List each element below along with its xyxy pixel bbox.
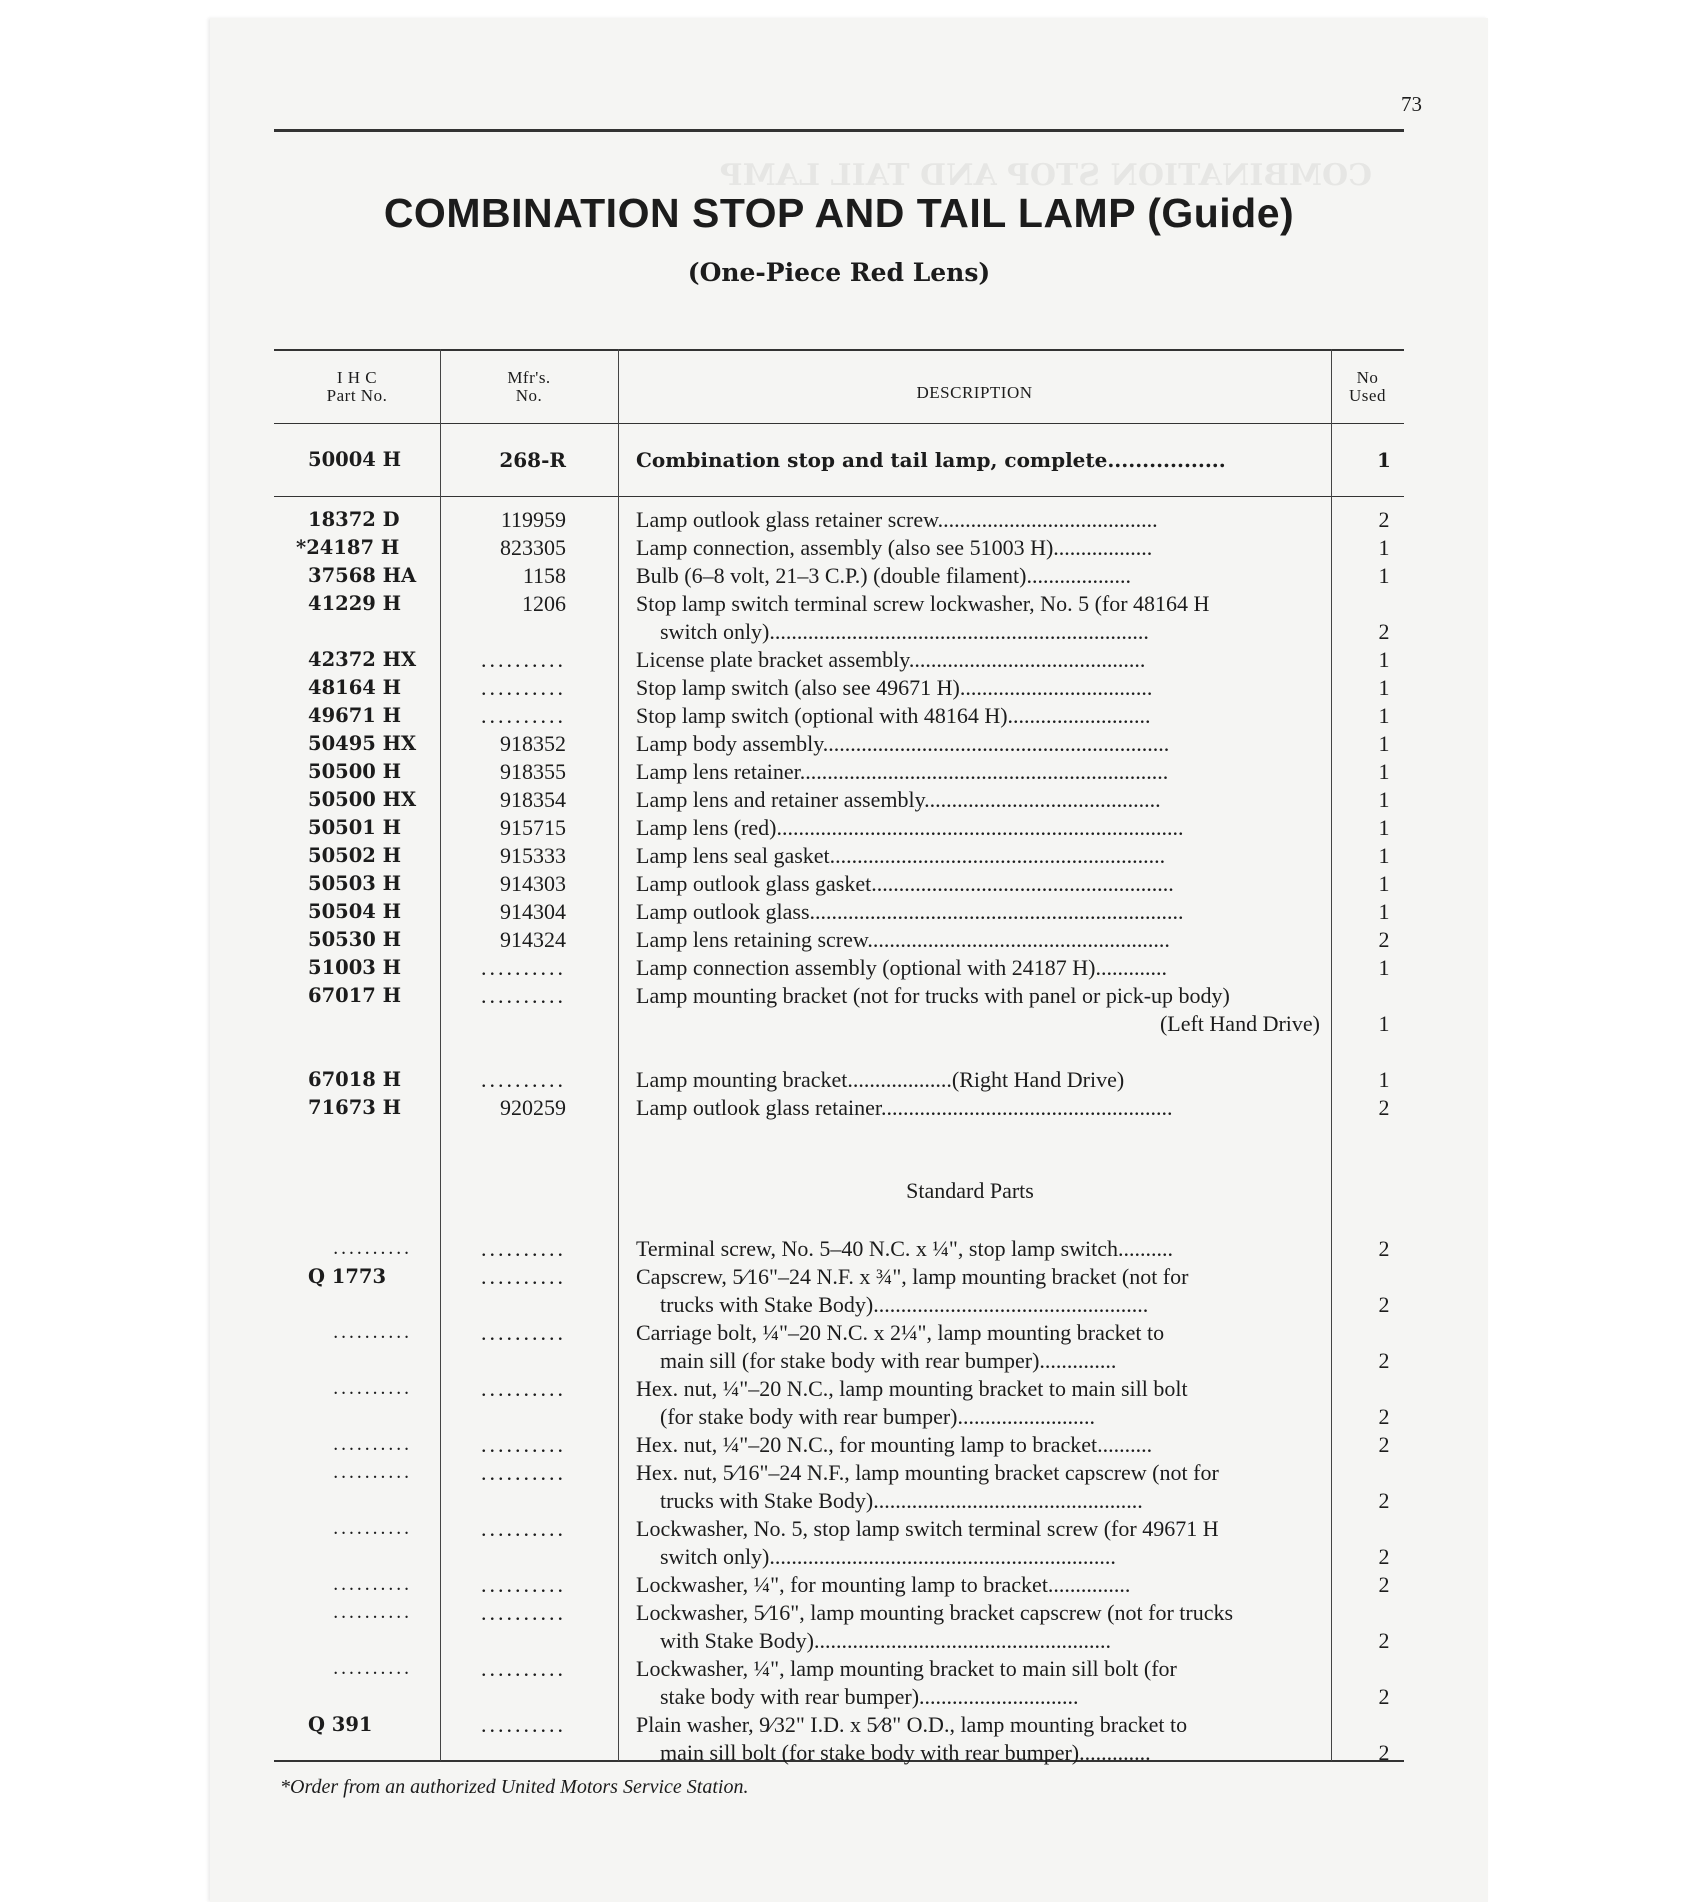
- part-number: 18372 D: [308, 508, 400, 531]
- part-number: 71673 H: [308, 1096, 402, 1119]
- column-divider-2: [618, 349, 619, 1761]
- part-number: 50530 H: [308, 928, 402, 951]
- header-ihc-line1: I H C: [336, 368, 378, 387]
- mfr-number: ..........: [481, 983, 566, 1008]
- quantity: 2: [1378, 1572, 1390, 1597]
- quantity: 1: [1378, 563, 1390, 588]
- part-number: ..........: [333, 1574, 412, 1595]
- description-continuation: (for stake body with rear bumper).........................: [660, 1404, 1096, 1429]
- part-number: 37568 HA: [308, 564, 417, 587]
- description: Lamp outlook glass....................................................................: [636, 899, 1184, 924]
- part-number: ..........: [333, 1238, 412, 1259]
- description: Plain washer, 9⁄32" I.D. x 5⁄8" O.D., lamp mounting bracket to: [636, 1712, 1188, 1737]
- part-number: 50504 H: [308, 900, 402, 923]
- column-divider-3: [1331, 349, 1332, 1761]
- quantity: 2: [1378, 619, 1390, 644]
- quantity: 1: [1378, 731, 1390, 756]
- column-divider-1: [440, 349, 441, 1761]
- mfr-number: ..........: [481, 1460, 566, 1485]
- description: Lamp connection assembly (optional with 24187 H).............: [636, 955, 1167, 980]
- description: Combination stop and tail lamp, complete.................: [636, 448, 1226, 472]
- quantity: 1: [1378, 787, 1390, 812]
- header-description-label: DESCRIPTION: [916, 383, 1033, 402]
- standard-parts-title: Standard Parts: [906, 1178, 1034, 1203]
- table-top-rule: [274, 349, 1404, 351]
- header-no-used: [1331, 369, 1404, 405]
- mfr-number: ..........: [481, 1320, 566, 1345]
- description: Lamp lens and retainer assembly...........................................: [636, 787, 1161, 812]
- part-number: ..........: [333, 1658, 412, 1679]
- description-continuation: main sill bolt (for stake body with rear bumper).............: [660, 1740, 1151, 1765]
- description: Lamp connection, assembly (also see 51003 H)..................: [636, 535, 1153, 560]
- description: Lamp body assembly...............................................................: [636, 731, 1170, 756]
- header-mfr-no: [440, 369, 618, 405]
- description-continuation: switch only).....................................................................: [660, 619, 1149, 644]
- parts-table: [274, 349, 1404, 1765]
- part-number: ..........: [333, 1462, 412, 1483]
- mfr-number: 918354: [500, 787, 566, 812]
- quantity: 1: [1378, 759, 1390, 784]
- header-description: [618, 384, 1331, 402]
- part-number: ..........: [333, 1322, 412, 1343]
- description: Hex. nut, 5⁄16"–24 N.F., lamp mounting bracket capscrew (not for: [636, 1460, 1219, 1485]
- quantity: 2: [1378, 1740, 1390, 1765]
- header-bottom-rule: [274, 423, 1404, 424]
- mfr-number: 914304: [500, 899, 566, 924]
- description: Stop lamp switch (optional with 48164 H)..........................: [636, 703, 1151, 728]
- mfr-number: ..........: [481, 1236, 566, 1261]
- description: Lamp lens (red)..........................................................................: [636, 815, 1184, 840]
- mfr-number: ..........: [481, 1264, 566, 1289]
- quantity: 1: [1378, 703, 1390, 728]
- quantity: 2: [1378, 1236, 1390, 1261]
- mfr-number: ..........: [481, 675, 566, 700]
- part-number: 50004 H: [308, 448, 402, 471]
- part-number: 49671 H: [308, 704, 402, 727]
- mfr-number: 918352: [500, 731, 566, 756]
- part-number: 42372 HX: [308, 648, 417, 671]
- quantity: 1: [1378, 955, 1390, 980]
- quantity: 1: [1378, 871, 1390, 896]
- mfr-number: ..........: [481, 647, 566, 672]
- part-number: 50495 HX: [308, 732, 417, 755]
- mfr-number: ..........: [481, 1432, 566, 1457]
- quantity: 1: [1378, 843, 1390, 868]
- quantity: 2: [1378, 1348, 1390, 1373]
- quantity: 2: [1378, 1628, 1390, 1653]
- description: License plate bracket assembly...........................................: [636, 647, 1146, 672]
- part-number: 48164 H: [308, 676, 402, 699]
- mfr-number: 915333: [500, 843, 566, 868]
- part-number: Q 1773: [308, 1265, 387, 1288]
- header-mfr-line1: Mfr's.: [507, 368, 551, 387]
- description-continuation: trucks with Stake Body).................................................: [660, 1488, 1143, 1513]
- mfr-number: 918355: [500, 759, 566, 784]
- quantity: 1: [1378, 535, 1390, 560]
- quantity: 2: [1378, 1544, 1390, 1569]
- part-number: Q 391: [308, 1713, 373, 1736]
- description-continuation: stake body with rear bumper).............................: [660, 1684, 1079, 1709]
- mfr-number: 914303: [500, 871, 566, 896]
- main-row-rule: [274, 496, 1404, 497]
- quantity: 1: [1378, 1067, 1390, 1092]
- mfr-number: ..........: [481, 1572, 566, 1597]
- header-mfr-line2: No.: [515, 386, 543, 405]
- quantity: 1: [1378, 647, 1390, 672]
- description-continuation: switch only)...............................................................: [660, 1544, 1116, 1569]
- quantity: 1: [1377, 448, 1391, 472]
- quantity: 1: [1378, 1011, 1390, 1036]
- description: Stop lamp switch terminal screw lockwasher, No. 5 (for 48164 H: [636, 591, 1210, 616]
- description: Lamp lens seal gasket.............................................................: [636, 843, 1166, 868]
- description: Lamp lens retaining screw.......................................................: [636, 927, 1170, 952]
- part-number: 50500 HX: [308, 788, 417, 811]
- mfr-number: ..........: [481, 1600, 566, 1625]
- part-number: 67018 H: [308, 1068, 402, 1091]
- description-continuation: (Left Hand Drive): [1159, 1011, 1320, 1036]
- footnote: *Order from an authorized United Motors Service Station.: [280, 1776, 749, 1798]
- description: Terminal screw, No. 5–40 N.C. x ¼", stop lamp switch..........: [636, 1236, 1174, 1261]
- quantity: 1: [1378, 899, 1390, 924]
- mfr-number: 119959: [500, 507, 566, 532]
- description: Lamp lens retainer...................................................................: [636, 759, 1169, 784]
- part-number: 51003 H: [308, 956, 402, 979]
- mfr-number: 920259: [500, 1095, 566, 1120]
- part-number: 41229 H: [308, 592, 402, 615]
- description: Capscrew, 5⁄16"–24 N.F. x ¾", lamp mounting bracket (not for: [636, 1264, 1189, 1289]
- part-number: ..........: [333, 1518, 412, 1539]
- page-subtitle: (One-Piece Red Lens): [687, 258, 991, 287]
- description: Hex. nut, ¼"–20 N.C., for mounting lamp to bracket..........: [636, 1432, 1153, 1457]
- description: Lamp mounting bracket (not for trucks with panel or pick-up body): [636, 983, 1230, 1008]
- mfr-number: ..........: [481, 1656, 566, 1681]
- part-number: 67017 H: [308, 984, 402, 1007]
- description: Lockwasher, ¼", for mounting lamp to bracket...............: [636, 1572, 1131, 1597]
- description: Lockwasher, 5⁄16", lamp mounting bracket capscrew (not for trucks: [636, 1600, 1234, 1625]
- quantity: 2: [1378, 1095, 1390, 1120]
- part-number: 50500 H: [308, 760, 402, 783]
- description-continuation: main sill (for stake body with rear bumper)..............: [660, 1348, 1117, 1373]
- mfr-number: ..........: [481, 1067, 566, 1092]
- quantity: 2: [1378, 1684, 1390, 1709]
- description: Lockwasher, ¼", lamp mounting bracket to main sill bolt (for: [636, 1656, 1177, 1681]
- description: Carriage bolt, ¼"–20 N.C. x 2¼", lamp mounting bracket to: [636, 1320, 1165, 1345]
- description: Stop lamp switch (also see 49671 H)...................................: [636, 675, 1153, 700]
- part-number: ..........: [333, 1602, 412, 1623]
- part-number: *24187 H: [296, 536, 400, 559]
- mfr-number: 1158: [522, 563, 566, 588]
- mfr-number: ..........: [481, 955, 566, 980]
- page-title: COMBINATION STOP AND TAIL LAMP (Guide): [383, 190, 1295, 236]
- mfr-number: ..........: [481, 703, 566, 728]
- mfr-number: 915715: [500, 815, 566, 840]
- mfr-number: ..........: [481, 1376, 566, 1401]
- part-number: 50502 H: [308, 844, 402, 867]
- description: Lamp outlook glass retainer screw........................................: [636, 507, 1158, 532]
- mfr-number: ..........: [481, 1516, 566, 1541]
- header-ihc-part-no: [274, 369, 440, 405]
- quantity: 1: [1378, 675, 1390, 700]
- top-rule: [274, 129, 1404, 132]
- quantity: 2: [1378, 1488, 1390, 1513]
- quantity: 2: [1378, 927, 1390, 952]
- quantity: 2: [1378, 1432, 1390, 1457]
- part-number: ..........: [333, 1378, 412, 1399]
- bleed-through-text: COMBINATION STOP AND TAIL LAMP: [720, 158, 1372, 193]
- header-ihc-line2: Part No.: [326, 386, 388, 405]
- description: Lockwasher, No. 5, stop lamp switch terminal screw (for 49671 H: [636, 1516, 1219, 1541]
- description: Lamp outlook glass gasket.......................................................: [636, 871, 1174, 896]
- description: Bulb (6–8 volt, 21–3 C.P.) (double filament)...................: [636, 563, 1131, 588]
- quantity: 2: [1378, 507, 1390, 532]
- part-number: ..........: [333, 1434, 412, 1455]
- header-no-line2: Used: [1349, 386, 1386, 405]
- part-number: 50501 H: [308, 816, 402, 839]
- description: Lamp mounting bracket...................(Right Hand Drive): [636, 1067, 1125, 1092]
- mfr-number: 823305: [500, 535, 566, 560]
- header-no-line1: No: [1356, 368, 1379, 387]
- mfr-number: 1206: [522, 591, 566, 616]
- quantity: 1: [1378, 815, 1390, 840]
- mfr-number: 268-R: [499, 448, 566, 472]
- description: Lamp outlook glass retainer.....................................................: [636, 1095, 1173, 1120]
- description-continuation: with Stake Body)......................................................: [660, 1628, 1111, 1653]
- part-number: 50503 H: [308, 872, 402, 895]
- mfr-number: ..........: [481, 1712, 566, 1737]
- page-number: 73: [1401, 92, 1422, 116]
- description: Hex. nut, ¼"–20 N.C., lamp mounting bracket to main sill bolt: [636, 1376, 1188, 1401]
- description-continuation: trucks with Stake Body)..................................................: [660, 1292, 1149, 1317]
- mfr-number: 914324: [500, 927, 566, 952]
- quantity: 2: [1378, 1404, 1390, 1429]
- quantity: 2: [1378, 1292, 1390, 1317]
